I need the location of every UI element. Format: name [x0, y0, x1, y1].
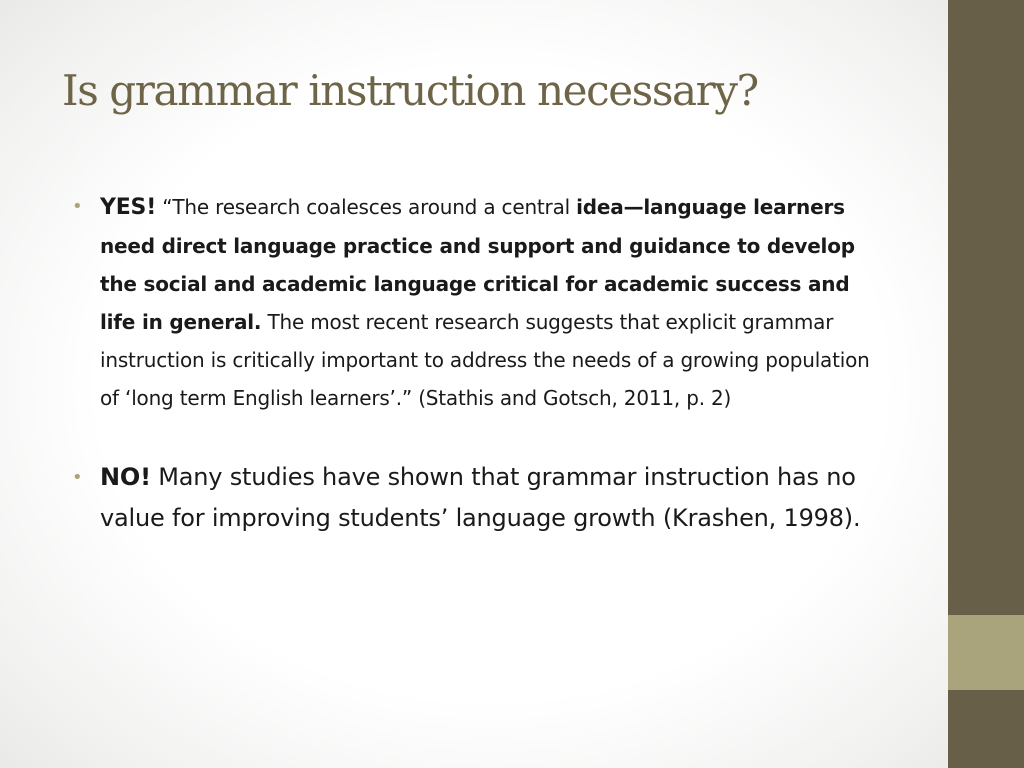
- bullet-text-yes-citation: The most recent research suggests that explicit grammar instruction is critically important to address the needs of a growing population of ‘long term English learners’.” (Stathis and Gotsch, 2011, p. 2): [100, 310, 870, 410]
- sidebar-accent-block: [948, 615, 1024, 690]
- bullet-text-yes-emphasis: idea—language learners need direct language practice and support and guidance to develop the social and academic language critical for academic success and life in general.: [100, 195, 855, 334]
- bullet-marker-icon: •: [72, 467, 83, 488]
- bullet-no: [70, 457, 890, 539]
- slide-title: Is grammar instruction necessary?: [62, 66, 758, 115]
- decorative-sidebar: [948, 0, 1024, 768]
- bullet-list: [70, 188, 890, 539]
- bullet-yes: [70, 188, 890, 417]
- bullet-lead-yes: YES!: [100, 195, 157, 220]
- bullet-text-no: Many studies have shown that grammar instruction has no value for improving students’ language growth (Krashen, 1998).: [100, 463, 861, 532]
- bullet-text-yes-intro: “The research coalesces around a central: [156, 195, 577, 219]
- bullet-lead-no: NO!: [100, 463, 151, 491]
- bullet-marker-icon: •: [72, 196, 83, 217]
